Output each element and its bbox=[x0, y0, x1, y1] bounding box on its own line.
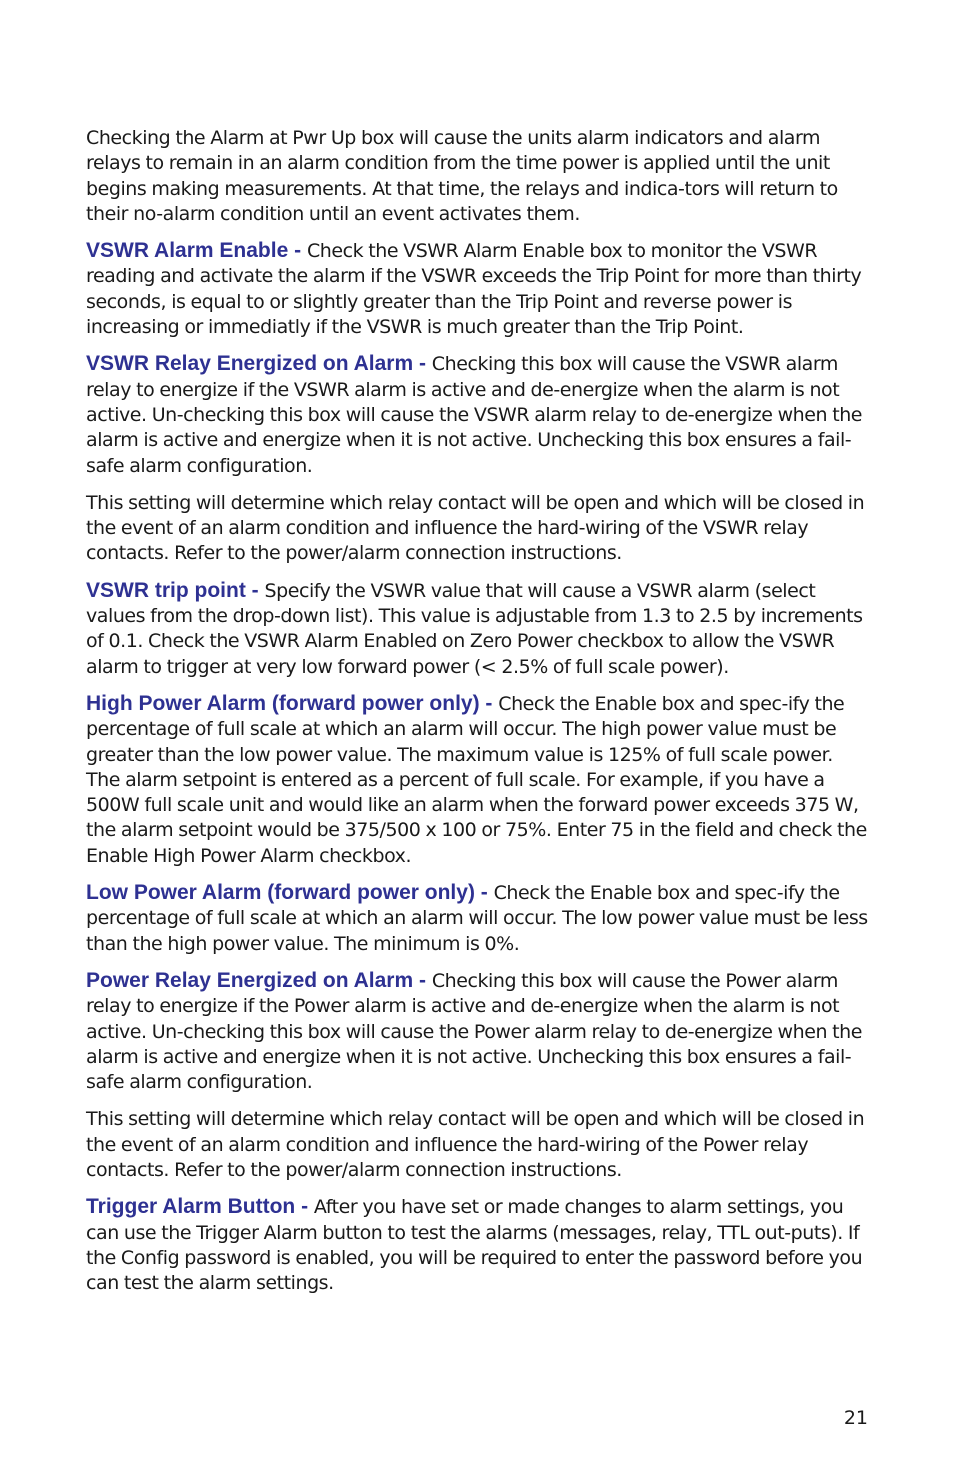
paragraph-vswr-trip-point bbox=[86, 578, 870, 680]
paragraph-term: Power Relay Energized on Alarm - bbox=[86, 968, 432, 992]
paragraph-vswr-alarm-enable bbox=[86, 238, 870, 340]
paragraph-text: This setting will determine which relay contact will be open and which will be closed in the event of an alarm condition and influence the hard-wiring of the VSWR relay contacts. Refer to the power/alarm connection instructions. bbox=[86, 491, 865, 565]
paragraph-term: Low Power Alarm (forward power only) - bbox=[86, 881, 494, 905]
paragraph-power-relay-energized bbox=[86, 968, 870, 1095]
document-body bbox=[86, 125, 870, 1307]
paragraph-vswr-relay-contacts bbox=[86, 490, 870, 567]
paragraph-low-power-alarm bbox=[86, 880, 870, 957]
paragraph-high-power-alarm bbox=[86, 691, 870, 869]
paragraph-vswr-relay-energized bbox=[86, 351, 870, 478]
paragraph-term: High Power Alarm (forward power only) - bbox=[86, 691, 499, 715]
paragraph-power-relay-contacts bbox=[86, 1106, 870, 1183]
paragraph-text: Check the Enable box and spec-ify the percentage of full scale at which an alarm will occur. The high power value must be greater than the low power value. The maximum value is 125% of full scale power. The alarm setpoint is entered as a percent of full scale. For example, if you have a 500W full scale unit and would like an alarm when the forward power exceeds 375 W, the alarm setpoint would be 375/500 x 100 or 75%. Enter 75 in the field and check the Enable High Power Alarm checkbox. bbox=[86, 692, 867, 867]
paragraph-term: VSWR trip point - bbox=[86, 578, 265, 602]
paragraph-term: VSWR Relay Energized on Alarm - bbox=[86, 352, 432, 376]
paragraph-text: This setting will determine which relay contact will be open and which will be closed in the event of an alarm condition and influence the hard-wiring of the Power relay contacts. Refer to the power/alarm connection instructions. bbox=[86, 1108, 865, 1181]
paragraph-term: VSWR Alarm Enable - bbox=[86, 239, 307, 263]
paragraph-text: Specify the VSWR value that will cause a VSWR alarm (select values from the drop-down list). This value is adjustable from 1.3 to 2.5 by increments of 0.1. Check the VSWR Alarm Enabled on Zero Power checkbox to allow the VSWR alarm to trigger at very low forward power (< 2.5% of full scale power). bbox=[86, 579, 863, 678]
paragraph-text: Checking this box will cause the Power alarm relay to energize if the Power alarm is active and de-energize when the alarm is not active. Un-checking this box will cause the Power alarm relay to de-energize when the alarm is active and energize when it is not active. Unchecking this box ensures a fail-safe alarm configuration. bbox=[86, 969, 862, 1094]
paragraph-text: Check the VSWR Alarm Enable box to monitor the VSWR reading and activate the alarm if the VSWR exceeds the Trip Point for more than thirty seconds, is equal to or slightly greater than the Trip Point and reverse power is increasing or immediatly if the VSWR is much greater than the Trip Point. bbox=[86, 240, 862, 339]
paragraph-trigger-alarm-button bbox=[86, 1194, 870, 1296]
paragraph-text: Check the Enable box and spec-ify the percentage of full scale at which an alarm will occur. The low power value must be less than the high power value. The minimum is 0%. bbox=[86, 882, 868, 955]
paragraph-text: Checking the Alarm at Pwr Up box will cause the units alarm indicators and alarm relays to remain in an alarm condition from the time power is applied until the unit begins making measurements. At that time, the relays and indica-tors will return to their no-alarm condition until an event activates them. bbox=[86, 127, 838, 225]
paragraph-text: Checking this box will cause the VSWR alarm relay to energize if the VSWR alarm is active and de-energize when the alarm is not active. Un-checking this box will cause the VSWR alarm relay to de-energize when the alarm is active and energize when it is not active. Unchecking this box ensures a fail-safe alarm configuration. bbox=[86, 353, 863, 477]
page-number: 21 bbox=[843, 1407, 868, 1429]
paragraph-alarm-at-pwr-up bbox=[86, 125, 870, 227]
paragraph-text: After you have set or made changes to alarm settings, you can use the Trigger Alarm button to test the alarms (messages, relay, TTL out-puts). If the Config password is enabled, you will be required to enter the password before you can test the alarm settings. bbox=[86, 1196, 863, 1295]
paragraph-term: Trigger Alarm Button - bbox=[86, 1195, 314, 1219]
